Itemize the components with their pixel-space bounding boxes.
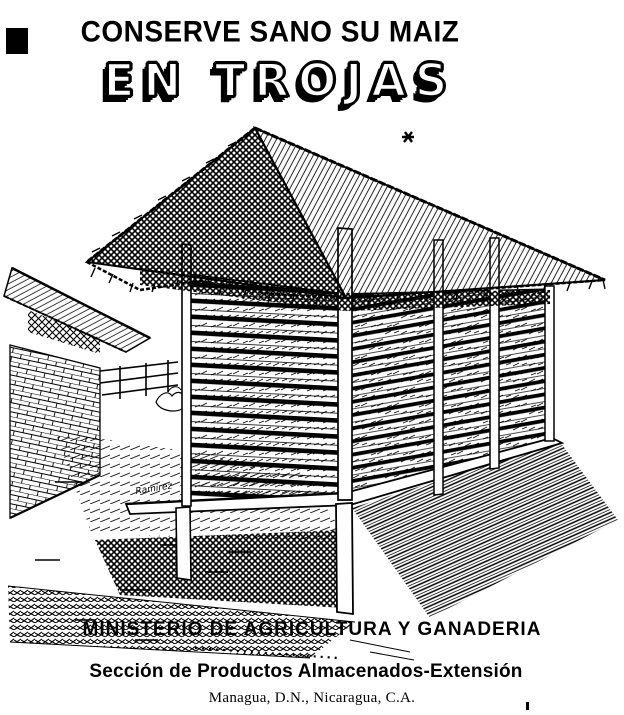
footer-ministry-line: MINISTERIO DE AGRICULTURA Y GANADERIA	[82, 619, 542, 640]
page-title: CONSERVE SANO SU MAIZ	[80, 15, 460, 48]
footer-section-line: Sección de Productos Almacenados-Extensión	[89, 661, 523, 682]
footer-location-line: Managua, D.N., Nicaragua, C.A.	[208, 690, 416, 706]
asterisk-mark	[402, 132, 414, 142]
artist-signature: Ramirez	[134, 481, 174, 497]
display-title: EN TROJAS	[103, 54, 457, 107]
scan-artifact-bottom-right	[526, 702, 529, 710]
